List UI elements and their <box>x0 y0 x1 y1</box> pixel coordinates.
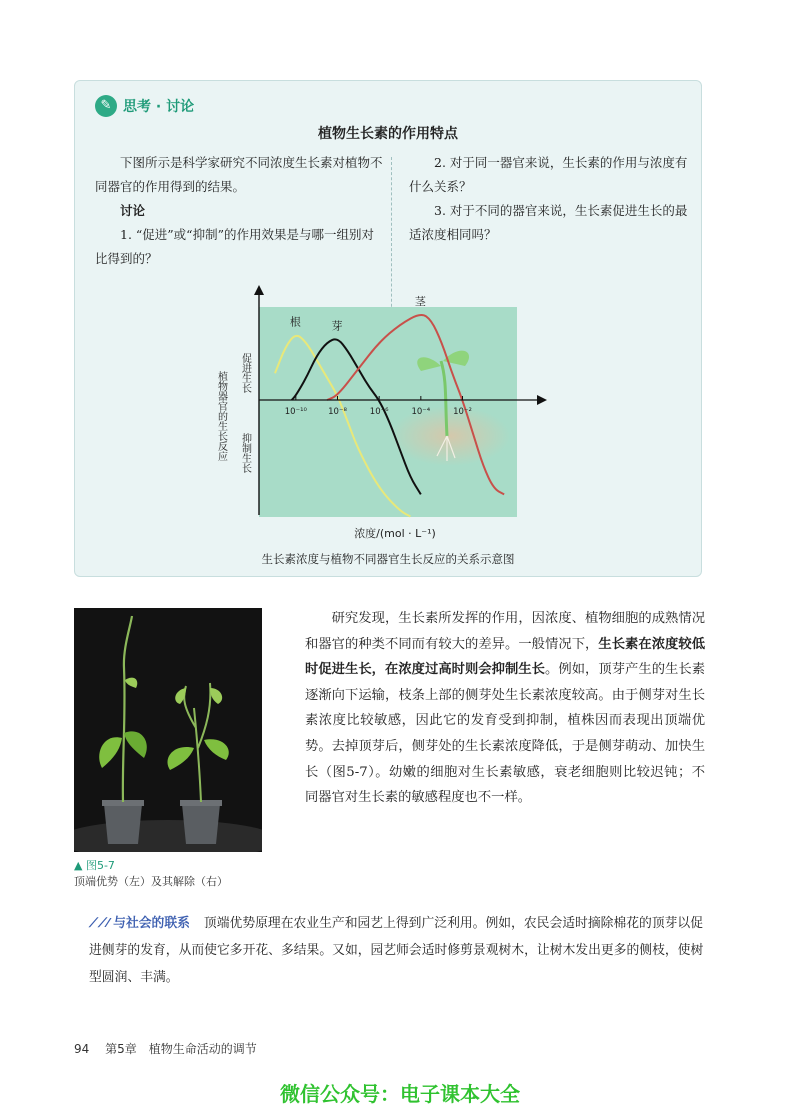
table-surface <box>74 820 262 852</box>
body-text-end: 。例如，顶芽产生的生长素逐渐向下运输，枝条上部的侧芽处生长素浓度较高。由于侧芽对生长素浓度比较敏感，因此它的发育受到抑制，植株因而表现出顶端优势。去掉顶芽后，侧芽处的生长素浓度降低，于是侧芽萌动、加快生长（图5-7）。幼嫩的细胞对生长素敏感，衰老细胞则比较迟钝；不同器官对生长素的敏感程度也不一样。 <box>305 662 706 806</box>
x-axis-arrow <box>537 395 547 405</box>
body-paragraph <box>305 606 705 811</box>
chapter-title: 第5章 植物生命活动的调节 <box>105 1042 257 1056</box>
left-pot <box>104 804 142 844</box>
chart-caption: 生长素浓度与植物不同器官生长反应的关系示意图 <box>261 552 515 566</box>
discussion-question-1: 1. “促进”或“抑制”的作用效果是与哪一组别对比得到的？ <box>95 227 374 266</box>
series-label-2: 茎 <box>414 294 426 308</box>
apical-dominance-photo <box>74 608 262 852</box>
x-tick-label-2: 10⁻⁶ <box>369 407 389 417</box>
thinking-icon: ✎ <box>95 95 117 117</box>
right-plant-leaf-2 <box>204 739 229 760</box>
watermark: 微信公众号：电子课本大全 <box>280 1082 520 1106</box>
society-link-icon: ⟋⟋⁄ <box>89 916 110 931</box>
y-axis-label: 植物器官的生长反应 <box>215 371 227 461</box>
left-plant-leaf-2 <box>124 731 147 758</box>
x-tick-label-0: 10⁻¹⁰ <box>284 407 307 417</box>
figure-caption <box>74 858 274 890</box>
left-plant-leaf-1 <box>99 737 122 768</box>
discussion-subhead: 讨论 <box>120 203 146 218</box>
discussion-question-2: 2. 对于同一器官来说，生长素的作用与浓度有什么关系？ <box>409 155 688 194</box>
discussion-title: 植物生长素的作用特点 <box>318 126 458 142</box>
left-plant-leaf-3 <box>125 678 137 688</box>
society-link-label: 与社会的联系 <box>113 916 190 931</box>
y-axis-arrow <box>254 285 264 295</box>
y-top-label: 促进生长 <box>239 353 251 393</box>
left-plant-stem <box>123 616 132 802</box>
body-text-emphasis: 生长素在浓度较低时促进生长，在浓度过高时则会抑制生长 <box>305 636 706 678</box>
body-paragraph-text <box>305 606 705 811</box>
series-label-1: 芽 <box>331 319 343 333</box>
right-plant-leaf-1 <box>167 747 194 770</box>
discussion-box <box>74 80 702 577</box>
discussion-label: 思考 · 讨论 <box>123 99 195 115</box>
plant-soil-illustration <box>390 406 510 466</box>
page-number: 94 <box>74 1042 90 1056</box>
discussion-intro: 下图所示是科学家研究不同浓度生长素对植物不同器官的作用得到的结果。 <box>95 155 383 194</box>
society-link-section <box>89 910 705 991</box>
figure-caption-text: 顶端优势（左）及其解除（右） <box>74 875 228 888</box>
discussion-question-3: 3. 对于不同的器官来说，生长素促进生长的最适浓度相同吗？ <box>409 203 688 242</box>
figure-number: 图5-7 <box>85 859 115 872</box>
x-tick-label-3: 10⁻⁴ <box>411 407 431 417</box>
series-label-0: 根 <box>289 315 301 329</box>
page-footer <box>74 1040 257 1057</box>
figure-triangle-icon: ▲ <box>74 859 83 872</box>
right-pot <box>182 804 220 844</box>
plant-photo-illustration <box>74 608 262 852</box>
society-link-text: 顶端优势原理在农业生产和园艺上得到广泛利用。例如，农民会适时摘除棉花的顶芽以促进侧芽的发育，从而使它多开花、多结果。又如，园艺师会适时修剪景观树木，让树木发出更多的侧枝，使树型圆润、丰满。 <box>89 916 704 985</box>
auxin-response-chart <box>75 81 701 551</box>
x-axis-label: 浓度/(mol · L⁻¹) <box>354 527 436 540</box>
x-tick-label-4: 10⁻² <box>453 407 472 417</box>
x-tick-label-1: 10⁻⁸ <box>328 407 347 417</box>
right-plant-leaf-3 <box>210 688 222 704</box>
y-bottom-label: 抑制生长 <box>239 433 251 473</box>
body-text-start: 研究发现，生长素所发挥的作用，因浓度、植物细胞的成熟情况和器官的种类不同而有较大的差异。一般情况下， <box>305 611 705 652</box>
